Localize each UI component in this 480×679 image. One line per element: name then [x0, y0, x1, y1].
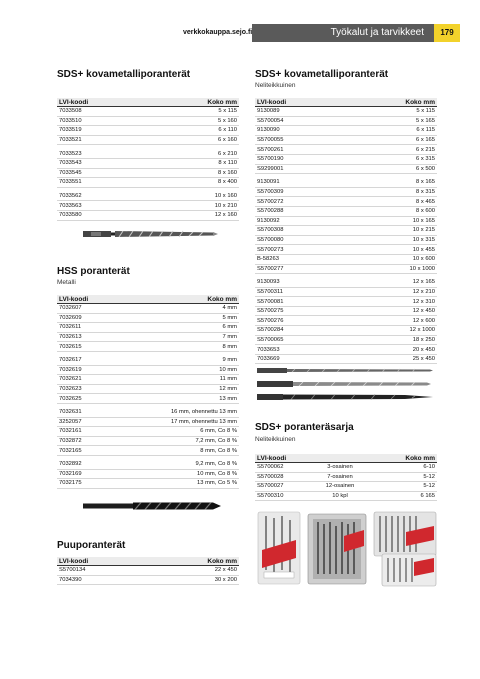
cell-code: 7032611: [59, 324, 82, 331]
cell-size: 16 mm, ohennettu 13 mm: [170, 409, 237, 416]
cell-code: 7033580: [59, 212, 82, 219]
table-header: [57, 98, 239, 107]
cell-size: 18 x 250: [412, 336, 435, 343]
col-header-size: Koko mm: [207, 557, 237, 565]
cell-code: 7033563: [59, 202, 82, 209]
cell-code: S5700081: [257, 298, 284, 305]
cell-code: 7032613: [59, 334, 82, 341]
table-row: [255, 107, 437, 117]
cell-size: 6 x 500: [415, 165, 435, 172]
table-row: [57, 479, 239, 489]
table-row: [57, 192, 239, 202]
cell-size: 4 mm: [222, 305, 237, 312]
cell-code: S5700065: [257, 336, 284, 343]
cell-size: 6 x 110: [218, 127, 237, 134]
cell-code: S5700027: [257, 483, 284, 490]
cell-code: 7032609: [59, 314, 82, 321]
col-header-code: LVI-koodi: [59, 557, 89, 565]
cell-code: 7032161: [59, 428, 82, 435]
table-row: [57, 149, 239, 159]
cell-size: 8 mm: [222, 343, 237, 350]
cell-size: 6 x 315: [415, 156, 435, 163]
cell-code: S5700080: [257, 237, 284, 244]
table-row: [57, 576, 239, 586]
table-row: [255, 288, 437, 298]
header-title: Työkalut ja tarvikkeet: [330, 27, 424, 38]
cell-size: 6 165: [420, 493, 435, 500]
hss-drill-bit-icon: [83, 500, 221, 512]
header-url: verkkokauppa.sejo.fi: [183, 29, 253, 36]
cell-size: 8 x 165: [415, 179, 435, 186]
table-row: [255, 255, 437, 265]
table-row: [57, 136, 239, 146]
table-row: [255, 188, 437, 198]
sds-drill-bit-icon: [83, 228, 218, 240]
cell-code: 7033551: [59, 179, 82, 186]
cell-content: 7-osainen: [327, 473, 353, 480]
cell-code: S5700261: [257, 146, 284, 153]
table-row: [255, 217, 437, 227]
table-row: [255, 355, 437, 365]
table-hss: [57, 295, 239, 489]
cell-code: 9130093: [257, 279, 280, 286]
table-row: [255, 136, 437, 146]
table-row: [255, 307, 437, 317]
cell-code: 7033523: [59, 150, 82, 157]
cell-code: 3252057: [59, 418, 82, 425]
cell-size: 13 mm, Co 5 %: [197, 480, 237, 487]
cell-size: 6 x 210: [217, 150, 237, 157]
cell-size: 11 mm: [219, 376, 237, 383]
table-row: [255, 165, 437, 175]
cell-size: 6 mm: [222, 324, 237, 331]
drill-set-packages-icon: [256, 510, 438, 590]
cell-size: 9 mm: [222, 357, 237, 364]
section-subtitle-sarja: Neliteikkuinen: [255, 436, 296, 443]
section-subtitle-sds-kova-right: Neliteikkuinen: [255, 82, 296, 89]
cell-code: S5700272: [257, 198, 284, 205]
cell-code: 7032623: [59, 386, 82, 393]
cell-size: 6-10: [423, 464, 435, 471]
table-row: [255, 145, 437, 155]
cell-code: S5700309: [257, 189, 284, 196]
table-row: [255, 316, 437, 326]
table-row: [255, 463, 437, 473]
table-sds-kova-right: [255, 98, 437, 364]
cell-code: S5700311: [257, 288, 284, 295]
cell-size: 6 x 160: [217, 137, 237, 144]
cell-size: 8 x 110: [218, 160, 237, 167]
table-row: [255, 117, 437, 127]
table-row: [57, 418, 239, 428]
cell-code: 7033653: [257, 346, 280, 353]
cell-size: 10 x 160: [214, 193, 237, 200]
table-row: [255, 482, 437, 492]
cell-code: S5700275: [257, 308, 284, 315]
cell-code: 7033519: [59, 127, 82, 134]
table-row: [57, 385, 239, 395]
col-header-size: Koko mm: [405, 454, 435, 462]
table-row: [57, 159, 239, 169]
cell-size: 7,2 mm, Co 8 %: [195, 438, 237, 445]
cell-size: 5 x 160: [217, 117, 237, 124]
cell-size: 10 x 455: [412, 246, 435, 253]
cell-size: 12 x 450: [412, 308, 435, 315]
cell-code: 7033521: [59, 137, 82, 144]
cell-code: S5700190: [257, 156, 284, 163]
table-row: [57, 566, 239, 576]
cell-size: 17 mm, ohennettu 13 mm: [170, 418, 237, 425]
table-row: [57, 470, 239, 480]
cell-code: 9130092: [257, 217, 280, 224]
cell-code: 7032169: [59, 470, 82, 477]
cell-code: 7032892: [59, 461, 82, 468]
cell-code: 7033510: [59, 117, 82, 124]
col-header-code: LVI-koodi: [59, 295, 89, 303]
cell-size: 12 x 210: [412, 288, 435, 295]
cell-code: 7032631: [59, 409, 82, 416]
cell-size: 8 x 315: [415, 189, 435, 196]
cell-size: 12 x 600: [412, 317, 435, 324]
table-header: [255, 98, 437, 107]
cell-size: 12 x 1000: [409, 327, 435, 334]
table-row: [57, 375, 239, 385]
cell-size: 6 x 215: [415, 146, 435, 153]
cell-code: S5700055: [257, 137, 284, 144]
long-drill-bits-icon: [255, 364, 435, 404]
table-row: [57, 169, 239, 179]
table-row: [57, 107, 239, 117]
cell-code: 7032619: [59, 366, 82, 373]
table-row: [255, 245, 437, 255]
cell-code: 7033543: [59, 160, 82, 167]
table-row: [255, 197, 437, 207]
table-row: [57, 323, 239, 333]
cell-code: B-58263: [257, 256, 279, 263]
table-row: [255, 178, 437, 188]
cell-size: 5 mm: [222, 314, 237, 321]
cell-size: 8 x 160: [217, 169, 237, 176]
cell-size: 5 x 115: [416, 108, 435, 115]
cell-content: 12-osainen: [325, 483, 355, 490]
cell-size: 10 x 600: [412, 256, 435, 263]
cell-code: S5700062: [257, 464, 284, 471]
table-row: [57, 333, 239, 343]
cell-code: 7032617: [59, 357, 82, 364]
cell-code: 7032615: [59, 343, 82, 350]
cell-code: S5700276: [257, 317, 284, 324]
cell-size: 6 mm, Co 8 %: [200, 428, 237, 435]
table-header: [57, 557, 239, 566]
cell-size: 10 x 315: [412, 237, 435, 244]
cell-size: 7 mm: [222, 334, 237, 341]
table-row: [57, 304, 239, 314]
table-row: [57, 117, 239, 127]
cell-size: 5-12: [423, 483, 435, 490]
table-row: [255, 473, 437, 483]
cell-size: 12 mm: [219, 386, 237, 393]
cell-code: S5700277: [257, 265, 284, 272]
table-row: [57, 460, 239, 470]
cell-size: 5-12: [423, 473, 435, 480]
cell-code: 7033545: [59, 169, 82, 176]
col-header-code: LVI-koodi: [257, 454, 287, 462]
cell-code: 7034390: [59, 576, 82, 583]
section-title-puu: Puuporanterät: [57, 540, 126, 551]
cell-size: 22 x 450: [214, 567, 237, 574]
cell-size: 8 x 465: [415, 198, 435, 205]
col-header-size: Koko mm: [207, 295, 237, 303]
header-bar: [252, 24, 434, 42]
table-row: [255, 297, 437, 307]
cell-size: 8 x 600: [415, 208, 435, 215]
table-row: [255, 207, 437, 217]
cell-code: 7032872: [59, 438, 82, 445]
table-row: [57, 201, 239, 211]
section-title-sds-kova-left: SDS+ kovametalliporanterät: [57, 69, 191, 80]
table-row: [57, 342, 239, 352]
cell-size: 12 x 165: [412, 279, 435, 286]
col-header-size: Koko mm: [405, 98, 435, 106]
cell-size: 5 x 165: [415, 117, 435, 124]
cell-code: S5700308: [257, 227, 284, 234]
table-puu: [57, 557, 239, 585]
table-row: [57, 356, 239, 366]
table-row: [57, 427, 239, 437]
cell-code: 7032165: [59, 447, 82, 454]
cell-code: 7033562: [59, 193, 82, 200]
table-row: [255, 226, 437, 236]
table-sds-kova-left: [57, 98, 239, 221]
table-row: [255, 492, 437, 502]
cell-size: 12 x 160: [214, 212, 237, 219]
table-row: [57, 314, 239, 324]
table-row: [57, 408, 239, 418]
cell-size: 30 x 200: [214, 576, 237, 583]
cell-size: 25 x 450: [412, 356, 435, 363]
table-row: [255, 345, 437, 355]
table-row: [57, 446, 239, 456]
cell-code: 9130090: [257, 127, 280, 134]
cell-code: 7032175: [59, 480, 82, 487]
cell-size: 5 x 115: [218, 108, 237, 115]
table-row: [255, 155, 437, 165]
cell-code: S9299001: [257, 165, 284, 172]
col-header-code: LVI-koodi: [257, 98, 287, 106]
table-row: [57, 394, 239, 404]
table-row: [57, 437, 239, 447]
table-row: [57, 126, 239, 136]
section-title-sarja: SDS+ poranteräsarja: [255, 422, 354, 433]
cell-code: S5700028: [257, 473, 284, 480]
cell-code: 9130089: [257, 108, 280, 115]
cell-size: 9,2 mm, Co 8 %: [195, 461, 237, 468]
col-header-size: Koko mm: [207, 98, 237, 106]
cell-size: 10 mm: [219, 366, 237, 373]
page-number: 179: [434, 24, 460, 42]
table-row: [255, 336, 437, 346]
cell-code: S5700310: [257, 493, 284, 500]
section-title-sds-kova-right: SDS+ kovametalliporanterät: [255, 69, 389, 80]
col-header-code: LVI-koodi: [59, 98, 89, 106]
table-row: [57, 211, 239, 221]
cell-code: S5700284: [257, 327, 284, 334]
cell-size: 8 x 400: [217, 179, 237, 186]
table-header: [57, 295, 239, 304]
cell-code: S5700273: [257, 246, 284, 253]
table-row: [255, 126, 437, 136]
cell-content: 3-osainen: [327, 464, 353, 471]
cell-size: 20 x 450: [412, 346, 435, 353]
cell-size: 6 x 115: [416, 127, 435, 134]
cell-code: S5700288: [257, 208, 284, 215]
table-row: [57, 366, 239, 376]
cell-code: 7033669: [257, 356, 280, 363]
cell-size: 10 x 215: [412, 227, 435, 234]
table-row: [255, 326, 437, 336]
table-sarja: [255, 454, 437, 501]
table-row: [255, 265, 437, 275]
cell-size: 10 x 210: [214, 202, 237, 209]
cell-code: 7032621: [59, 376, 82, 383]
cell-code: S5700054: [257, 117, 284, 124]
table-row: [255, 236, 437, 246]
section-subtitle-hss: Metalli: [57, 279, 76, 286]
table-row: [255, 278, 437, 288]
cell-code: 7033508: [59, 108, 82, 115]
cell-size: 13 mm: [219, 395, 237, 402]
table-row: [57, 178, 239, 188]
cell-content: 10 kpl: [332, 493, 348, 500]
cell-code: 7032625: [59, 395, 82, 402]
cell-size: 6 x 165: [415, 137, 435, 144]
cell-size: 12 x 310: [412, 298, 435, 305]
cell-size: 10 x 165: [412, 217, 435, 224]
table-header: [255, 454, 437, 463]
cell-code: 9130091: [257, 179, 280, 186]
section-title-hss: HSS poranterät: [57, 266, 130, 277]
cell-size: 10 x 1000: [409, 265, 435, 272]
cell-size: 10 mm, Co 8 %: [197, 470, 237, 477]
cell-code: S5700134: [59, 567, 86, 574]
cell-size: 8 mm, Co 8 %: [200, 447, 237, 454]
cell-code: 7032607: [59, 305, 82, 312]
